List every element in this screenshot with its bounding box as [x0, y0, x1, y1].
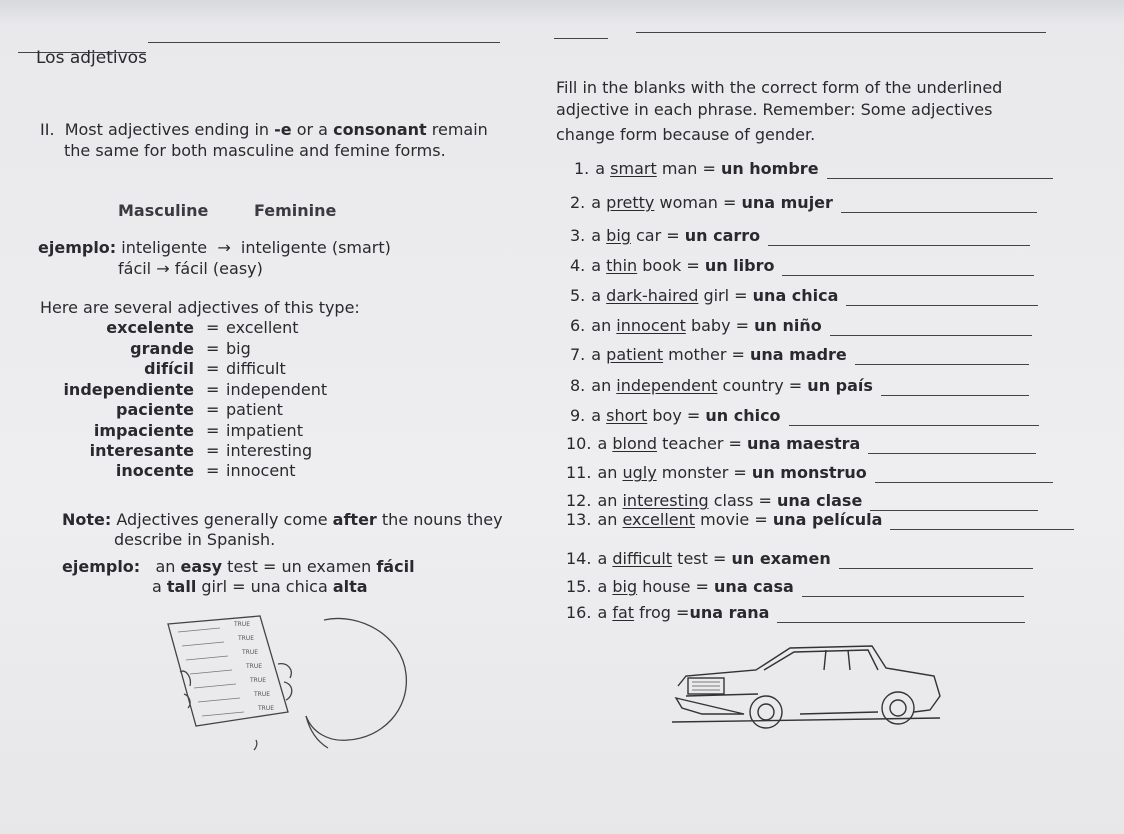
equals-sign: =: [206, 421, 220, 440]
exercise-article: a: [597, 577, 613, 596]
exercise-noun: country =: [717, 376, 808, 395]
adjective-english: difficult: [226, 359, 286, 378]
answer-blank[interactable]: [782, 256, 1034, 276]
exercise-number: 5.: [570, 286, 586, 305]
exercise-number: 3.: [570, 226, 586, 245]
front-wheel: [750, 696, 782, 728]
answer-blank[interactable]: [789, 406, 1039, 426]
answer-blank[interactable]: [846, 286, 1038, 306]
exercise-spanish-phrase: una madre: [749, 345, 847, 364]
car-body: [676, 646, 940, 714]
adjective-spanish: difícil: [144, 359, 194, 378]
adjective-english: big: [226, 339, 251, 358]
page-title: Los adjetivos: [36, 48, 147, 68]
exercise-underlined-adjective: big: [606, 226, 631, 245]
exercise-article: a: [591, 226, 607, 245]
exercise-noun: monster =: [656, 463, 752, 482]
adjective-row: [40, 339, 400, 359]
adjective-row: [40, 359, 400, 379]
masculine-header: Masculine: [118, 201, 209, 220]
feminine-header: Feminine: [254, 201, 337, 220]
answer-blank[interactable]: [777, 603, 1025, 623]
exercise-underlined-adjective: pretty: [606, 193, 655, 212]
exercise-number: 7.: [570, 345, 586, 364]
instructions-line3: change form because of gender.: [556, 125, 816, 144]
name-blank-line: [148, 42, 500, 43]
answer-blank[interactable]: [841, 193, 1037, 213]
adjective-english: patient: [226, 400, 283, 419]
exercise-underlined-adjective: big: [612, 577, 638, 596]
exercise-article: a: [595, 159, 611, 178]
paper-mark-4: TRUE: [246, 663, 263, 670]
exercise-item: [570, 316, 1032, 336]
equals-sign: =: [206, 339, 220, 358]
equals-sign: =: [206, 461, 220, 480]
exercise-article: an: [591, 376, 617, 395]
exercise-noun: book =: [637, 256, 705, 275]
exercise-article: an: [597, 463, 623, 482]
exercise-spanish-phrase: una clase: [777, 491, 863, 510]
note-line2: describe in Spanish.: [114, 530, 276, 549]
answer-blank[interactable]: [890, 510, 1074, 530]
exercise-item: [570, 345, 1029, 365]
adjective-spanish: interesante: [89, 441, 194, 460]
answer-blank[interactable]: [868, 434, 1036, 454]
exercise-underlined-adjective: thin: [606, 256, 638, 275]
instructions-line1: Fill in the blanks with the correct form of the underlined: [556, 78, 1003, 97]
exercise-number: 10.: [566, 434, 592, 453]
exercise-article: a: [591, 193, 607, 212]
answer-blank[interactable]: [768, 226, 1030, 246]
exercise-article: a: [597, 549, 613, 568]
exercise-underlined-adjective: short: [606, 406, 648, 425]
example-row-1: ejemplo: inteligente → inteligente (smart): [38, 238, 391, 257]
adjective-spanish: excelente: [106, 318, 194, 337]
exercise-noun: house =: [637, 577, 715, 596]
adjective-list-intro: Here are several adjectives of this type:: [40, 298, 360, 317]
adjective-spanish: paciente: [116, 400, 194, 419]
boy-head: [306, 618, 406, 740]
exercise-item: [570, 256, 1034, 276]
equals-sign: =: [206, 441, 220, 460]
exercise-underlined-adjective: ugly: [622, 463, 657, 482]
adjective-english: excellent: [226, 318, 299, 337]
exercise-spanish-phrase: una casa: [714, 577, 794, 596]
exercise-underlined-adjective: independent: [616, 376, 718, 395]
exercise-item: [570, 193, 1037, 213]
exercise-underlined-adjective: innocent: [616, 316, 686, 335]
exercise-article: a: [597, 603, 613, 622]
exercise-spanish-phrase: una película: [772, 510, 883, 529]
adjective-spanish: grande: [130, 339, 194, 358]
answer-blank[interactable]: [839, 549, 1033, 569]
exercise-noun: test =: [672, 549, 732, 568]
exercise-item: [566, 434, 1036, 454]
answer-blank[interactable]: [881, 376, 1029, 396]
exercise-article: a: [591, 256, 607, 275]
equals-sign: =: [206, 359, 220, 378]
exercise-article: a: [591, 345, 607, 364]
adjective-english: impatient: [226, 421, 303, 440]
exercise-number: 16.: [566, 603, 592, 622]
exercise-noun: girl =: [698, 286, 753, 305]
exercise-item: [570, 406, 1039, 426]
exercise-number: 1.: [574, 159, 590, 178]
answer-blank[interactable]: [855, 345, 1029, 365]
boy-reading-test-illustration: [160, 612, 420, 752]
exercise-spanish-phrase: un país: [807, 376, 873, 395]
exercise-underlined-adjective: dark-haired: [606, 286, 699, 305]
exercise-number: 4.: [570, 256, 586, 275]
exercise-spanish-phrase: una chica: [752, 286, 839, 305]
exercise-number: 11.: [566, 463, 592, 482]
adjective-english: innocent: [226, 461, 296, 480]
exercise-item: [566, 463, 1053, 483]
exercise-item: [566, 603, 1025, 623]
answer-blank[interactable]: [875, 463, 1053, 483]
answer-blank[interactable]: [830, 316, 1032, 336]
exercise-spanish-phrase: una mujer: [741, 193, 833, 212]
exercise-number: 8.: [570, 376, 586, 395]
exercise-spanish-phrase: un carro: [684, 226, 761, 245]
rule-statement-line2: the same for both masculine and femine forms.: [64, 141, 446, 160]
adjective-row: [40, 380, 400, 400]
exercise-spanish-phrase: un hombre: [720, 159, 819, 178]
adjective-english: interesting: [226, 441, 313, 460]
paper-mark-1: TRUE: [234, 621, 251, 628]
exercise-noun: woman =: [654, 193, 742, 212]
adjective-row: [40, 421, 400, 441]
answer-blank[interactable]: [802, 577, 1024, 597]
exercise-article: an: [597, 510, 623, 529]
exercise-noun: class =: [708, 491, 777, 510]
exercise-underlined-adjective: smart: [610, 159, 657, 178]
adjective-row: [40, 441, 400, 461]
exercise-underlined-adjective: excellent: [622, 510, 696, 529]
exercise-number: 13.: [566, 510, 592, 529]
adjective-row: [40, 318, 400, 338]
exercise-spanish-phrase: un libro: [704, 256, 775, 275]
exercise-underlined-adjective: fat: [612, 603, 635, 622]
exercise-item: [570, 226, 1030, 246]
exercise-noun: mother =: [663, 345, 750, 364]
exercise-item: [566, 491, 1038, 511]
exercise-noun: movie =: [695, 510, 773, 529]
exercise-spanish-phrase: una maestra: [746, 434, 861, 453]
instructions-line2: adjective in each phrase. Remember: Some adjectives: [556, 100, 993, 119]
exercise-item: [566, 577, 1024, 597]
answer-blank[interactable]: [870, 491, 1038, 511]
equals-sign: =: [206, 380, 220, 399]
adjective-spanish: independiente: [63, 380, 194, 399]
paper-mark-2: TRUE: [238, 635, 255, 642]
exercise-number: 15.: [566, 577, 592, 596]
exercise-item: [566, 549, 1033, 569]
note-example-1: ejemplo: an easy test = un examen fácil: [62, 557, 415, 576]
exercise-item: [570, 376, 1029, 396]
exercise-item: [570, 286, 1038, 306]
exercise-noun: teacher =: [657, 434, 747, 453]
equals-sign: =: [206, 400, 220, 419]
period-blank-line: [636, 32, 1046, 33]
exercise-item: [574, 159, 1053, 179]
exercise-noun: man =: [656, 159, 721, 178]
exercise-spanish-phrase: un monstruo: [751, 463, 867, 482]
exercise-article: a: [597, 434, 613, 453]
exercise-spanish-phrase: una rana: [689, 603, 770, 622]
example-row-2: fácil → fácil (easy): [118, 259, 263, 278]
exercise-item: [566, 510, 1074, 530]
answer-blank[interactable]: [827, 159, 1053, 179]
exercise-underlined-adjective: blond: [612, 434, 658, 453]
exercise-number: 6.: [570, 316, 586, 335]
exercise-spanish-phrase: un niño: [754, 316, 822, 335]
exercise-underlined-adjective: patient: [606, 345, 664, 364]
exercise-article: a: [591, 406, 607, 425]
exercise-noun: car =: [630, 226, 685, 245]
exercise-number: 14.: [566, 549, 592, 568]
adjective-spanish: impaciente: [93, 421, 194, 440]
note-example-2: a tall girl = una chica alta: [152, 577, 368, 596]
date-blank-line: [554, 38, 608, 39]
paper-mark-3: TRUE: [242, 649, 259, 656]
exercise-noun: baby =: [685, 316, 755, 335]
exercise-article: an: [591, 316, 617, 335]
exercise-number: 2.: [570, 193, 586, 212]
adjective-row: [40, 400, 400, 420]
equals-sign: =: [206, 318, 220, 337]
exercise-number: 12.: [566, 491, 592, 510]
car-illustration: [672, 642, 944, 734]
paper-mark-6: TRUE: [254, 691, 271, 698]
exercise-noun: frog =: [634, 603, 690, 622]
exercise-underlined-adjective: interesting: [622, 491, 709, 510]
paper-mark-7: TRUE: [258, 705, 275, 712]
exercise-article: an: [597, 491, 623, 510]
exercise-underlined-adjective: difficult: [612, 549, 673, 568]
exercise-spanish-phrase: un chico: [705, 406, 781, 425]
note-line1: Note: Adjectives generally come after the nouns they: [62, 510, 503, 529]
paper-mark-5: TRUE: [250, 677, 267, 684]
adjective-spanish: inocente: [115, 461, 194, 480]
rule-statement-line1: II. Most adjectives ending in -e or a consonant remain: [40, 120, 488, 139]
exercise-noun: boy =: [647, 406, 706, 425]
adjective-row: [40, 461, 400, 481]
exercise-article: a: [591, 286, 607, 305]
adjective-english: independent: [226, 380, 328, 399]
exercise-number: 9.: [570, 406, 586, 425]
exercise-spanish-phrase: un examen: [731, 549, 831, 568]
